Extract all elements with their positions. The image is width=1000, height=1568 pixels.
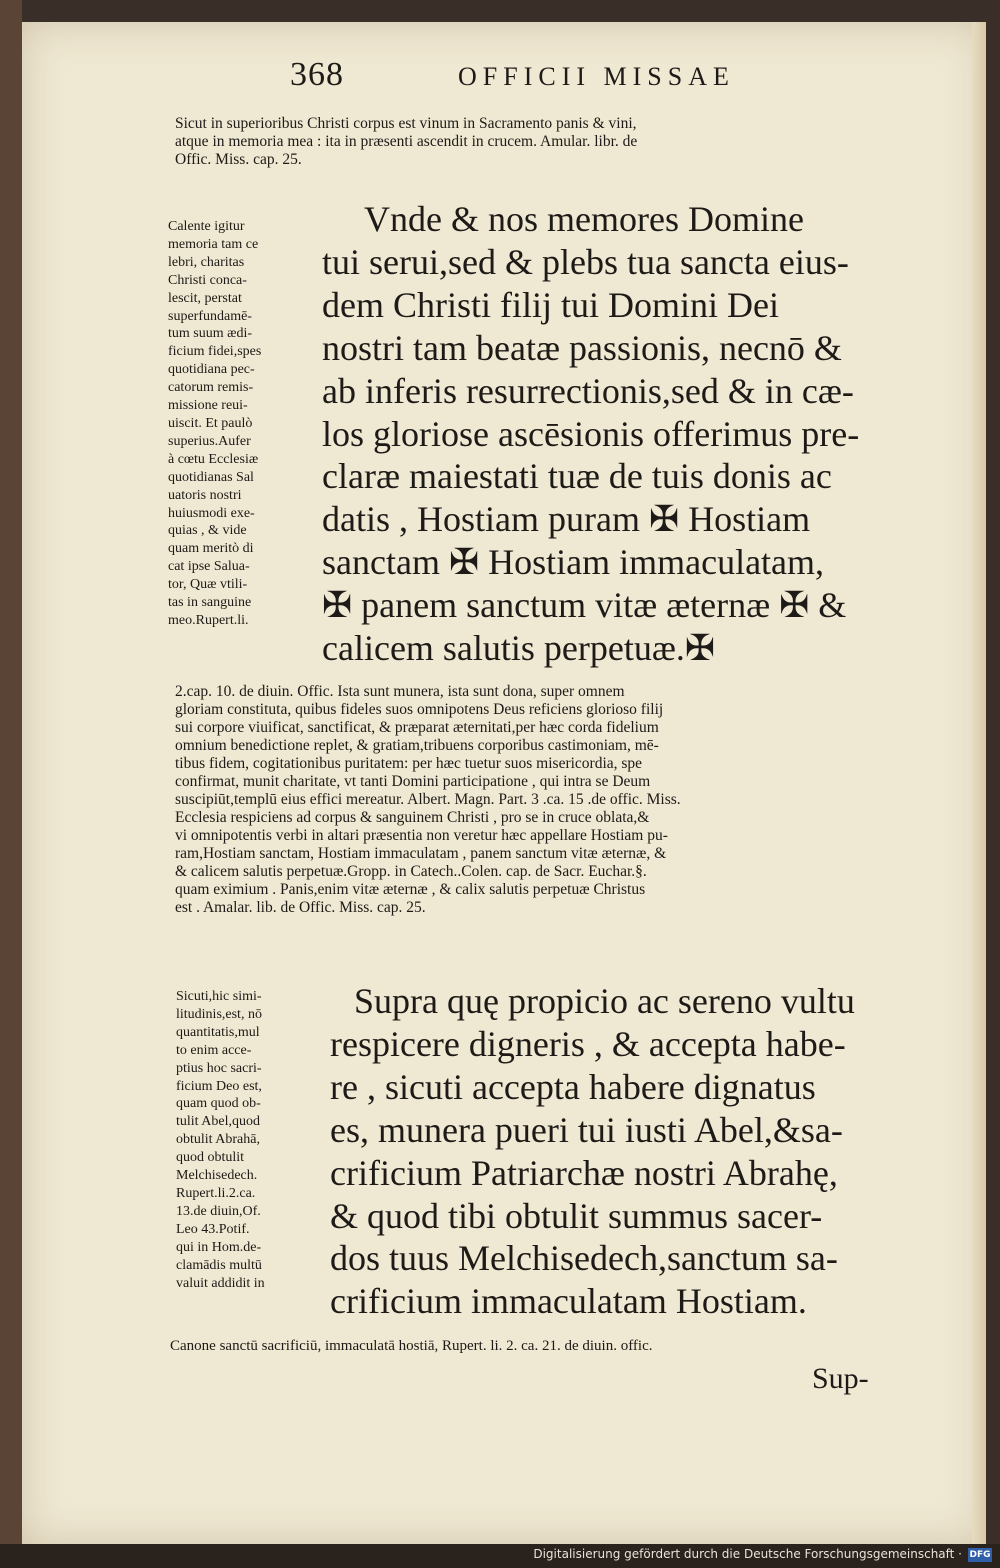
margin-line: quotidianas Sal <box>168 469 254 485</box>
prayer-line: claræ maiestati tuæ de tuis donis ac <box>322 456 832 497</box>
margin-line: ptius hoc sacri- <box>176 1060 262 1076</box>
prayer-line: sanctam ✠ Hostiam immaculatam, <box>322 542 825 583</box>
note-line: confirmat, munit charitate, vt tanti Domini participatione , qui intra se Deum <box>175 773 651 790</box>
margin-line: litudinis,est, nō <box>176 1006 262 1022</box>
prayer-line: ✠ panem sanctum vitæ æternæ ✠ & <box>322 585 847 626</box>
prayer-line: crificium immaculatam Hostiam. <box>330 1281 807 1322</box>
running-title: OFFICII MISSAE <box>458 62 735 91</box>
page-header <box>290 56 910 100</box>
margin-line: tulit Abel,quod <box>176 1114 260 1130</box>
prayer-line: respicere digneris , & accepta habe- <box>330 1023 846 1064</box>
note-line: quam eximium . Panis,enim vitæ æternæ , & calix salutis perpetuæ Christus <box>175 881 646 898</box>
margin-line: quam meritò di <box>168 541 254 557</box>
note-line: suscipiūt,templū eius effici mereatur. Albert. Magn. Part. 3 .ca. 15 .de offic. Miss. <box>175 791 681 808</box>
prayer-line: datis , Hostiam puram ✠ Hostiam <box>322 499 811 540</box>
margin-line: Melchisedech. <box>176 1168 258 1184</box>
section1-margin-note <box>168 218 261 630</box>
margin-line: qui in Hom.de- <box>176 1239 262 1255</box>
note-line: & calicem salutis perpetuæ.Gropp. in Catech..Colen. cap. de Sacr. Euchar.§. <box>175 863 647 880</box>
note-line: Sicut in superioribus Christi corpus est vinum in Sacramento panis & vini, <box>175 115 637 132</box>
margin-line: valuit addidit in <box>176 1275 265 1291</box>
margin-line: Calente igitur <box>168 219 245 234</box>
prayer-line: dem Christi filij tui Domini Dei <box>322 284 779 325</box>
prayer-line: Supra quę propicio ac sereno vultu <box>354 981 855 1021</box>
margin-line: huiusmodi exe- <box>168 505 255 521</box>
section2-commentary <box>170 1337 653 1355</box>
prayer-line: Vnde & nos memores Domine <box>364 199 804 239</box>
prayer-line: tui serui,sed & plebs tua sancta eius- <box>322 241 849 282</box>
note-line: Ecclesia respiciens ad corpus & sanguinem Christi , pro se in cruce oblata,& <box>175 809 650 826</box>
note-line: omnium benedictione replet, & gratiam,tribuens corporibus castimoniam, mē- <box>175 737 659 754</box>
margin-line: quotidiana pec- <box>168 362 255 378</box>
margin-line: uiscit. Et paulò <box>168 415 253 431</box>
prayer-line: re , sicuti accepta habere dignatus <box>330 1066 816 1107</box>
note-line: sui corpore viuificat, sanctificat, & præparat æternitati,per hæc corda fidelium <box>175 719 659 736</box>
prayer-line: ab inferis resurrectionis,sed & in cæ- <box>322 370 854 411</box>
margin-line: quod obtulit <box>176 1150 245 1166</box>
margin-line: superfundamē- <box>168 308 252 324</box>
note-line: vi omnipotentis verbi in altari præsentia non veretur hæc appellare Hostiam pu- <box>175 827 668 844</box>
margin-line: Christi conca- <box>168 272 247 288</box>
prayer-line: dos tuus Melchisedech,sanctum sa- <box>330 1238 838 1279</box>
margin-line: missione reui- <box>168 398 248 414</box>
margin-line: lebri, charitas <box>168 254 245 270</box>
note-line: ram,Hostiam sanctam, Hostiam immaculatam , panem sanctum vitæ æternæ, & <box>175 845 667 862</box>
note-line: atque in memoria mea : ita in præsenti ascendit in crucem. Amular. libr. de <box>175 133 638 150</box>
margin-line: tor, Quæ vtili- <box>168 577 248 593</box>
margin-line: lescit, perstat <box>168 290 242 306</box>
note-line: Canone sanctū sacrificiū, immaculatā hostiā, Rupert. li. 2. ca. 21. de diuin. offic. <box>170 1338 653 1354</box>
margin-line: Sicuti,hic simi- <box>176 989 262 1004</box>
margin-line: to enim acce- <box>176 1042 252 1058</box>
note-line: 2.cap. 10. de diuin. Offic. Ista sunt munera, ista sunt dona, super omnem <box>175 683 625 700</box>
margin-line: memoria tam ce <box>168 236 259 252</box>
margin-line: tas in sanguine <box>168 595 252 611</box>
section1-prayer-text <box>322 198 859 670</box>
margin-line: à cœtu Ecclesiæ <box>168 451 259 467</box>
margin-line: quantitatis,mul <box>176 1024 260 1040</box>
margin-line: Rupert.li.2.ca. <box>176 1185 256 1201</box>
prayer-line: los gloriose ascēsionis offerimus pre- <box>322 413 860 454</box>
prayer-line: & quod tibi obtulit summus sacer- <box>330 1195 823 1236</box>
section2-prayer-text <box>330 980 855 1323</box>
margin-line: clamādis multū <box>176 1257 262 1273</box>
margin-line: quam quod ob- <box>176 1096 261 1112</box>
margin-line: ficium Deo est, <box>176 1078 262 1094</box>
prayer-line: calicem salutis perpetuæ.✠ <box>322 628 716 669</box>
catchword: Sup- <box>812 1362 869 1395</box>
prayer-line: nostri tam beatæ passionis, necnō & <box>322 327 842 368</box>
margin-line: cat ipse Salua- <box>168 559 250 575</box>
footer-bar <box>0 1544 1000 1568</box>
top-note <box>175 115 637 169</box>
note-line: est . Amalar. lib. de Offic. Miss. cap. 25. <box>175 899 426 916</box>
page-number: 368 <box>290 56 344 93</box>
margin-line: meo.Rupert.li. <box>168 612 249 628</box>
margin-line: catorum remis- <box>168 380 254 396</box>
dfg-logo: DFG <box>969 1550 991 1560</box>
prayer-line: es, munera pueri tui iusti Abel,&sa- <box>330 1109 843 1150</box>
section1-commentary <box>175 683 681 917</box>
scan-background-left <box>0 0 22 1568</box>
margin-line: quias , & vide <box>168 523 247 539</box>
page-edge <box>972 22 986 1544</box>
note-line: Offic. Miss. cap. 25. <box>175 151 302 168</box>
margin-line: superius.Aufer <box>168 433 251 449</box>
funding-credit: Digitalisierung gefördert durch die Deutsche Forschungsgemeinschaft · <box>533 1547 962 1561</box>
margin-line: 13.de diuin,Of. <box>176 1203 261 1219</box>
note-line: tibus fidem, cogitationibus puritatem: per hæc tuetur suos misericordia, spe <box>175 755 643 772</box>
section2-margin-note <box>176 988 265 1292</box>
margin-line: obtulit Abrahā, <box>176 1132 260 1148</box>
margin-line: uatoris nostri <box>168 487 242 503</box>
margin-line: Leo 43.Potif. <box>176 1221 250 1237</box>
prayer-line: crificium Patriarchæ nostri Abrahę, <box>330 1152 838 1193</box>
margin-line: tum suum ædi- <box>168 326 253 342</box>
note-line: gloriam constituta, quibus fideles suos omnipotens Deus reficiens glorioso filij <box>175 701 664 718</box>
margin-line: ficium fidei,spes <box>168 344 262 360</box>
